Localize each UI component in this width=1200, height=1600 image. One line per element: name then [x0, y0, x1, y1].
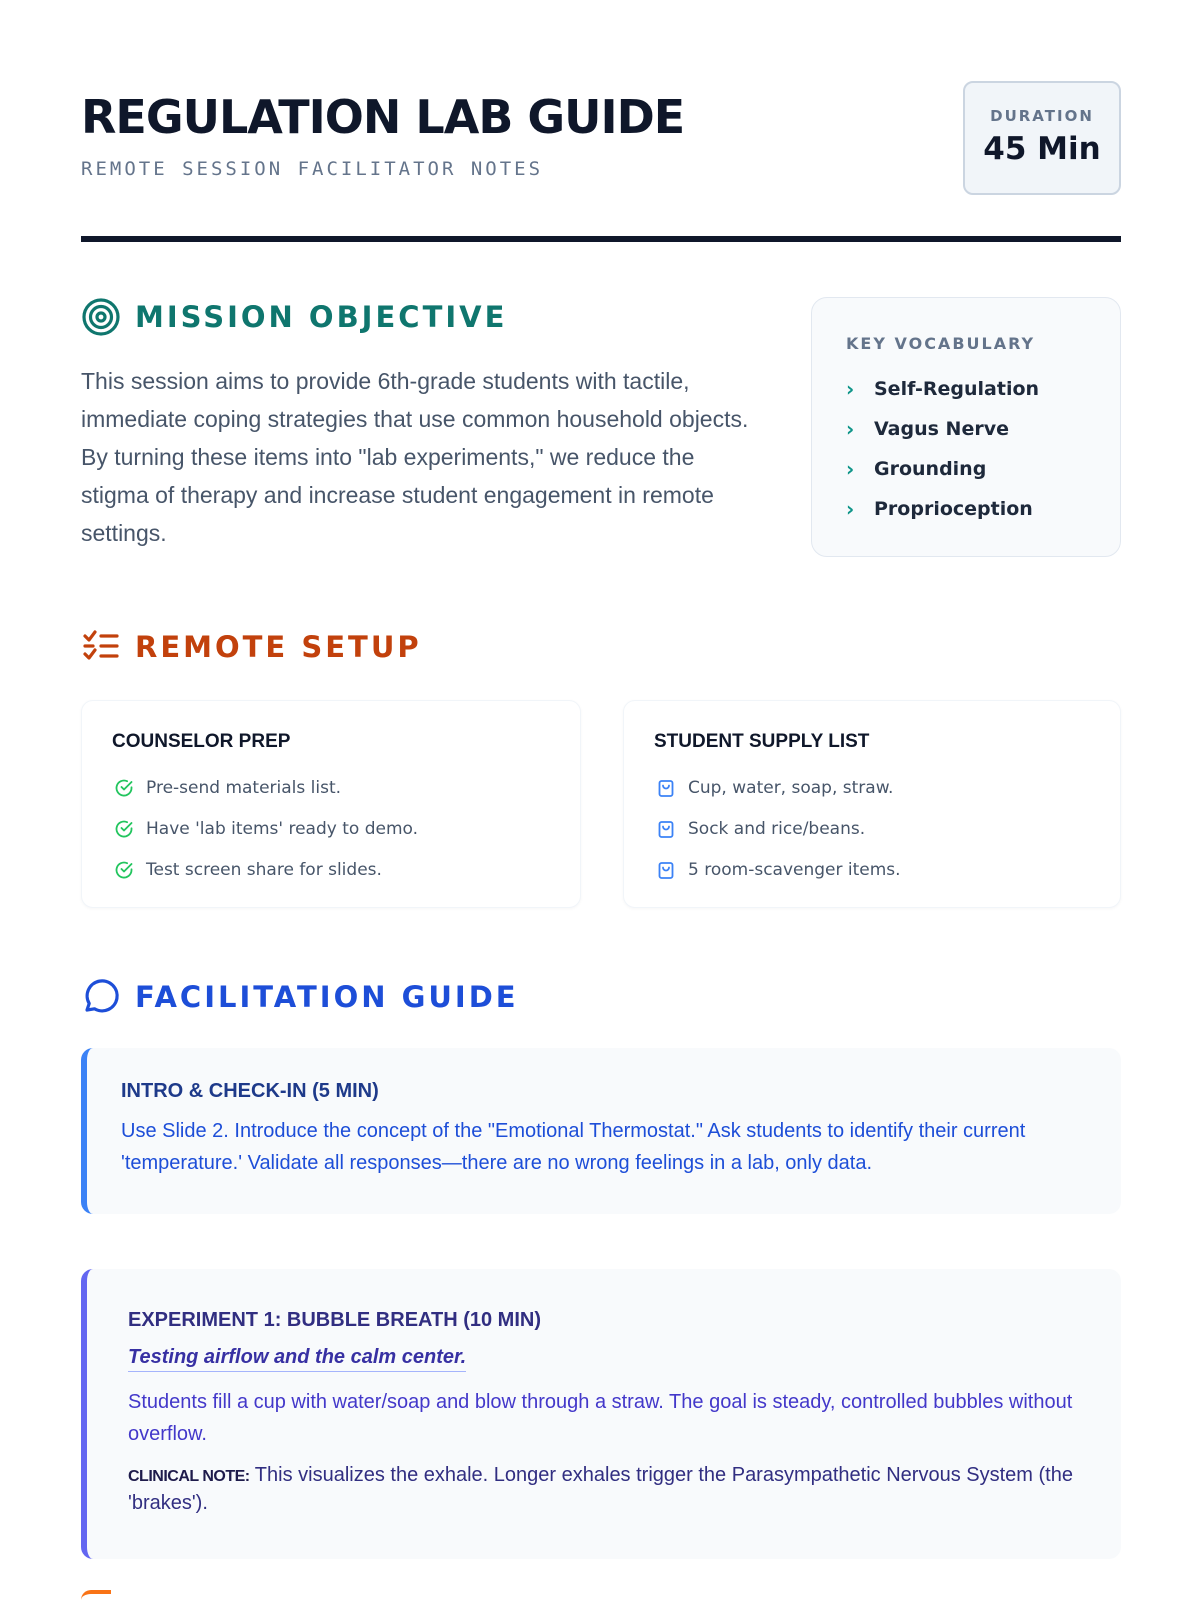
vocabulary-item	[846, 449, 1120, 489]
list-item-text: Cup, water, soap, straw.	[688, 777, 894, 798]
check-circle-icon	[112, 817, 136, 841]
chat-bubble-icon	[81, 977, 121, 1017]
page-subtitle: REMOTE SESSION FACILITATOR NOTES	[81, 158, 544, 180]
counselor-prep-title: COUNSELOR PREP	[112, 731, 291, 752]
facilitation-title-text: FACILITATION GUIDE	[135, 980, 519, 1014]
shopping-bag-icon	[654, 817, 678, 841]
duration-label: DURATION	[990, 107, 1094, 125]
chevron-right-icon: ›	[846, 497, 855, 521]
experiment1-subtitle: Testing airflow and the calm center.	[128, 1346, 466, 1372]
list-item-text: Have 'lab items' ready to demo.	[146, 818, 419, 839]
list-item	[654, 808, 1120, 849]
chevron-right-icon: ›	[846, 417, 855, 441]
experiment1-title: EXPERIMENT 1: BUBBLE BREATH (10 MIN)	[128, 1309, 541, 1331]
experiment1-text: Students fill a cup with water/soap and blow through a straw. The goal is steady, controlled bubbles without overflow.	[128, 1391, 1073, 1445]
check-circle-icon	[112, 858, 136, 882]
vocabulary-box	[811, 297, 1121, 557]
chevron-right-icon: ›	[846, 377, 855, 401]
next-section-peek	[81, 1590, 111, 1600]
intro-text: Use Slide 2. Introduce the concept of the "Emotional Thermostat." Ask students to identify their current 'temperature.' Validate all responses—there are no wrong feelings in a lab, only data.	[121, 1120, 1026, 1174]
vocabulary-item	[846, 489, 1120, 529]
intro-checkin-block	[81, 1048, 1121, 1214]
page-title: REGULATION LAB GUIDE	[81, 90, 685, 144]
list-item-text: Test screen share for slides.	[146, 859, 382, 880]
setup-title-text: REMOTE SETUP	[135, 630, 422, 664]
duration-value: 45 Min	[983, 131, 1101, 167]
list-item	[654, 767, 1120, 808]
vocabulary-term: Grounding	[874, 458, 987, 480]
shopping-bag-icon	[654, 858, 678, 882]
duration-badge	[963, 81, 1121, 195]
list-item	[112, 767, 580, 808]
mission-section-title	[81, 297, 507, 337]
mission-title-text: MISSION OBJECTIVE	[135, 300, 508, 334]
list-item	[654, 849, 1120, 890]
shopping-bag-icon	[654, 776, 678, 800]
setup-section-title	[81, 627, 422, 667]
list-item-text: Sock and rice/beans.	[688, 818, 866, 839]
checklist-icon	[81, 627, 121, 667]
student-supply-title: STUDENT SUPPLY LIST	[654, 731, 870, 752]
list-item	[112, 808, 580, 849]
facilitation-section-title	[81, 977, 519, 1017]
counselor-prep-card	[81, 700, 581, 908]
vocabulary-item	[846, 409, 1120, 449]
clinical-note-label: CLINICAL NOTE:	[128, 1468, 250, 1485]
mission-description: This session aims to provide 6th-grade students with tactile, immediate coping strategies that use common household objects. By turning these items into "lab experiments," we reduce the stigma of therapy and increase student engagement in remote settings.	[81, 368, 749, 546]
vocabulary-term: Self-Regulation	[874, 378, 1040, 400]
intro-title: INTRO & CHECK-IN (5 MIN)	[121, 1080, 379, 1102]
vocabulary-item	[846, 369, 1120, 409]
target-icon	[81, 297, 121, 337]
experiment1-block	[81, 1269, 1121, 1559]
clinical-note	[128, 1462, 1081, 1517]
check-circle-icon	[112, 776, 136, 800]
clinical-note-text: This visualizes the exhale. Longer exhales trigger the Parasympathetic Nervous System (the 'brakes').	[128, 1464, 1073, 1514]
student-supply-card	[623, 700, 1121, 908]
page-header	[81, 78, 1121, 198]
header-divider	[81, 236, 1121, 242]
list-item-text: 5 room-scavenger items.	[688, 859, 901, 880]
list-item-text: Pre-send materials list.	[146, 777, 342, 798]
chevron-right-icon: ›	[846, 457, 855, 481]
list-item	[112, 849, 580, 890]
vocabulary-term: Proprioception	[874, 498, 1033, 520]
vocabulary-term: Vagus Nerve	[874, 418, 1009, 440]
vocabulary-label: KEY VOCABULARY	[846, 334, 1036, 353]
